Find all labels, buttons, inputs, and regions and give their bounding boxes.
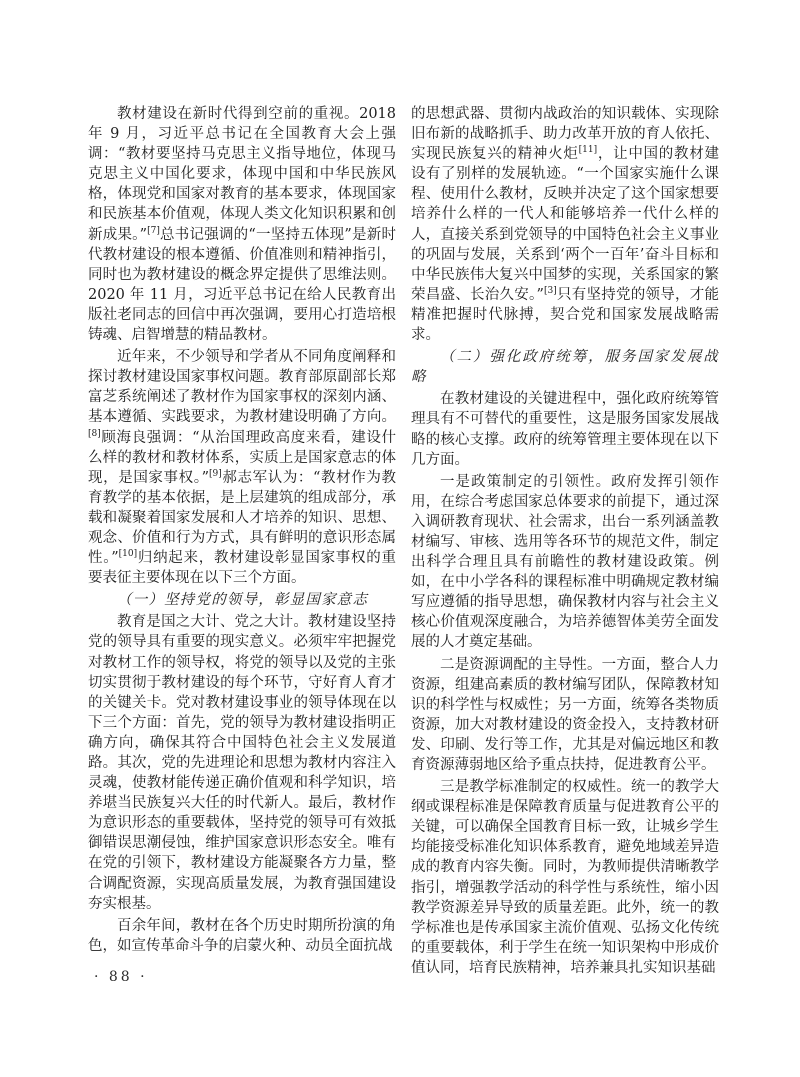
text-run: 近年来，不少领导和学者从不同角度阐释和探讨教材建设国家事权问题。教育部原副部长郑富芝系统阐述了教材作为国家事权的深刻内涵、基本遵循、实践要求，为教材建设明确了方向。	[88, 349, 396, 426]
text-run: 归纳起来，教材建设彰显国家事权的重要表征主要体现在以下三个方面。	[88, 550, 396, 587]
text-run: 顾海良强调：“从治国理政高度来看，建设什么样的教材和教材体系，实质上是国家意志的体现，是国家事权。”	[88, 429, 396, 486]
paragraph	[411, 389, 719, 469]
page-body	[88, 104, 720, 978]
section-heading	[88, 590, 396, 610]
paragraph	[88, 916, 396, 956]
text-run: 教育是国之大计、党之大计。教材建设坚持党的领导具有重要的现实意义。必须牢牢把握党对教材工作的领导权，将党的领导以及党的主张切实贯彻于教材建设的每个环节，守好育人育才的关键关卡。党对教材建设事业的领导体现在以下三个方面：首先，党的领导为教材建设指明正确方向，确保其符合中国特色社会主义发展道路。其次，党的先进理论和思想为教材内容注入灵魂，使教材能传递正确价值观和科学知识，培养堪当民族复兴大任的时代新人。最后，教材作为意识形态的重要载体，坚持党的领导可有效抵御错误思潮侵蚀，维护国家意识形态安全。唯有在党的引领下，教材建设方能凝聚各方力量，整合调配资源，实现高质量发展，为教育强国建设夯实根基。	[88, 614, 396, 912]
text-run: 在教材建设的关键进程中，强化政府统筹管理具有不可替代的重要性，这是服务国家发展战略的核心支撑。政府的统筹管理主要体现在以下几方面。	[411, 391, 719, 468]
citation-ref: [8]	[88, 428, 101, 439]
citation-ref: [11]	[578, 145, 598, 156]
text-run: 百余年间，教材在各个历史时期所扮演的角色，如宣传革命斗争的启蒙火种、动员全面抗战	[88, 917, 396, 954]
left-column	[88, 104, 396, 978]
text-run: 的思想武器、贯彻内战政治的知识载体、实现除旧布新的战略抓手、助力改革开放的育人依托、实现民族复兴的精神火炬	[411, 106, 719, 163]
paragraph	[411, 777, 719, 978]
paragraph	[88, 347, 396, 588]
right-column	[411, 104, 719, 978]
text-run: ，让中国的教材建设有了别样的发展轨迹。“一个国家实施什么课程、使用什么教材，反映并决定了这个国家想要培养什么样的一代人和能够培养一代什么样的人，直接关系到党领导的中国特色社会主义事业的巩固与发展，关系到‘两个一百年’奋斗目标和中华民族伟大复兴中国梦的实现，关系国家的繁荣昌盛、长治久安。”	[411, 146, 720, 303]
text-run: 教材建设在新时代得到空前的重视。2018 年 9 月，习近平总书记在全国教育大会上强调：“教材要坚持马克思主义指导地位，体现马克思主义中国化要求，体现中国和中华民族风格，体现党和国家对教育的基本要求，体现国家和民族基本价值观，体现人类文化知识积累和创新成果。”	[88, 106, 396, 243]
text-run: （一）坚持党的领导，彰显国家意志	[117, 592, 369, 609]
text-run: 只有坚持党的领导，才能精准把握时代脉搏，契合党和国家发展战略需求。	[411, 286, 719, 344]
paragraph	[411, 655, 719, 776]
citation-ref: [7]	[147, 225, 160, 236]
text-run: 二是资源调配的主导性。一方面，整合人力资源，组建高素质的教材编写团队，保障教材知识的科学性与权威性；另一方面，统筹各类物质资源，加大对教材建设的资金投入，支持教材研发、印刷、发行等工作，尤其是对偏远地区和教育资源薄弱地区给予重点扶持，促进教育公平。	[411, 656, 719, 773]
section-heading	[411, 347, 719, 387]
paragraph	[411, 104, 719, 345]
citation-ref: [10]	[118, 549, 138, 560]
text-run: 郝志军认为：“教材作为教育教学的基本依据，是上层建筑的组成部分，承载和凝聚着国家发展和人才培养的知识、思想、观念、价值和行为方式，具有鲜明的意识形态属性。”	[88, 469, 396, 567]
text-run: 总书记强调的“一坚持五体现”是新时代教材建设的根本遵循、价值准则和精神指引，同时也为教材建设的概念界定提供了思维法则。2020 年 11 月，习近平总书记在给人民教育出版社老同志的回信中再次强调，要用心打造培根铸魂、启智增慧的精品教材。	[88, 226, 396, 344]
page-number: · 88 ·	[94, 969, 148, 985]
citation-ref: [3]	[543, 286, 557, 297]
paragraph	[88, 104, 396, 345]
text-run: （二）强化政府统筹，服务国家发展战略	[411, 349, 719, 386]
text-run: 三是教学标准制定的权威性。统一的教学大纲或课程标准是保障教育质量与促进教育公平的关键，可以确保全国教育目标一致，让城乡学生均能接受标准化知识体系教育，避免地域差异造成的教育内容失衡。同时，为教师提供清晰教学指引，增强教学活动的科学性与系统性，缩小因教学资源差异导致的质量差距。此外，统一的教学标准也是传承国家主流价值观、弘扬文化传统的重要载体，利于学生在统一知识架构中形成价值认同，培育民族精神，培养兼具扎实知识基础	[411, 779, 719, 976]
paragraph	[411, 472, 719, 653]
paragraph	[88, 612, 396, 913]
citation-ref: [9]	[209, 468, 222, 479]
text-run: 一是政策制定的引领性。政府发挥引领作用，在综合考虑国家总体要求的前提下，通过深入调研教育现状、社会需求，出台一系列涵盖教材编写、审核、选用等各环节的规范文件，制定出科学合理且具有前瞻性的教材建设政策。例如，在中小学各科的课程标准中明确规定教材编写应遵循的指导思想，确保教材内容与社会主义核心价值观深度融合，为培养德智体美劳全面发展的人才奠定基础。	[411, 473, 719, 651]
